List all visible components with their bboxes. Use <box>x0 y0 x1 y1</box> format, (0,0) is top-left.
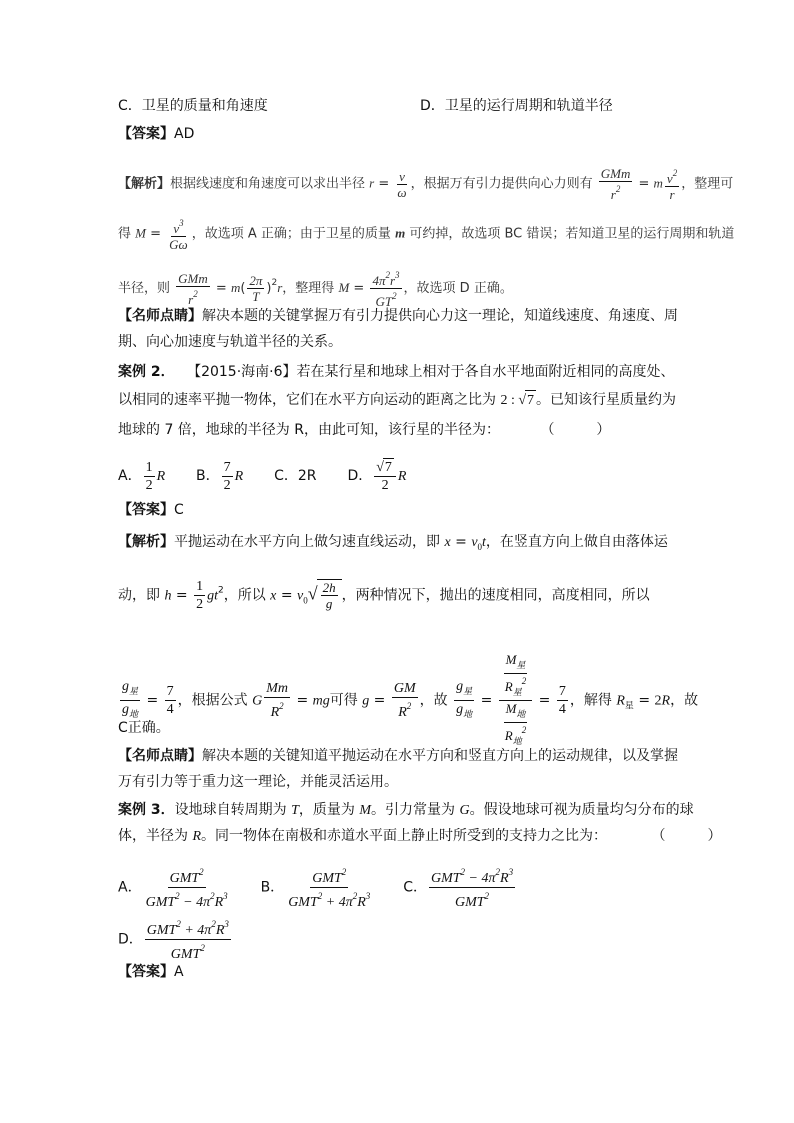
analysis-text: ，故 <box>670 692 699 709</box>
case-2-source: 【2015·海南·6】 <box>187 364 297 380</box>
case-3-label: 案例 3． <box>118 802 175 818</box>
case-2-stem: 地球的 7 倍，地球的半径为 R，由此可知，该行星的半径为： <box>118 422 500 438</box>
case-2-line-3 <box>118 420 610 440</box>
case-2-comment-2: 万有引力等于重力这一理论，并能灵活运用。 <box>118 774 398 790</box>
answer-row-3 <box>118 962 184 982</box>
sub-star: 星 <box>624 701 634 712</box>
analysis-text: 动，即 <box>118 587 160 604</box>
answer-row-2 <box>118 500 184 520</box>
case-3-stem: 设地球自转周期为 <box>174 802 287 818</box>
analysis-text: ，故选项 D 正确。 <box>403 281 513 296</box>
case-3-stem: 体，半径为 <box>118 828 188 844</box>
analysis-text: ，所以 <box>223 587 266 604</box>
case-2-options: A． $\frac{1}{2}$ R B． $\frac{7}{2}$ R C．2R D． $\frac{√7}{2}$ R <box>118 459 407 493</box>
answer-value: C <box>174 502 184 518</box>
sub-star: 星 <box>463 686 473 696</box>
case-3-stem: 。引力常量为 <box>371 802 455 818</box>
option-b-label: B． <box>260 879 285 896</box>
answer-label: 【答案】 <box>118 126 174 142</box>
case-2-label: 案例 2． <box>118 364 175 380</box>
analysis-line-1: 【解析】根据线速度和角速度可以求出半径 r = $\frac{v}{\omega}$ ，根据万有引力提供向心力则有 $\frac{\text{GMm}}{r^2}$ = m $\frac{v^2}{r}$ ，整理可 <box>118 166 734 202</box>
answer-bracket: （ ） <box>540 422 611 438</box>
case-2-line-2: 以相同的速率平抛一物体，它们在水平方向运动的距离之比为 2 : √7 。已知该行星质量约为 <box>118 390 676 411</box>
case-2-line-1 <box>118 362 675 382</box>
analysis-text: 根据线速度和角速度可以求出半径 <box>170 176 366 192</box>
answer-label: 【答案】 <box>118 964 174 980</box>
case-3-line-2: 体，半径为 R。同一物体在南极和赤道水平面上静止时所受到的支持力之比为： （ ） <box>118 828 722 844</box>
comment-label: 【名师点睛】 <box>118 308 202 324</box>
sub-earth: 地 <box>129 709 139 719</box>
option-a-label: A． <box>118 879 142 896</box>
answer-bracket: （ ） <box>651 828 722 844</box>
sub-star: 星 <box>512 687 522 697</box>
case-3-line-1: 案例 3．设地球自转周期为 T，质量为 M。引力常量为 G。假设地球可视为质量均匀分布的球 <box>118 802 694 818</box>
case-2-stem: 。已知该行星质量约为 <box>536 392 677 408</box>
sub-earth: 地 <box>512 736 522 746</box>
option-b-label: B． <box>196 468 220 484</box>
analysis-line-2: 得 M = $\frac{v^3}{G\omega}$ ，故选项 A 正确；由于卫星的质量 m 可约掉，故选项 BC 错误；若知道卫星的运行周期和轨道 <box>118 218 735 252</box>
sub-star: 星 <box>516 660 526 670</box>
case-2-stem: 以相同的速率平抛一物体，它们在水平方向运动的距离之比为 <box>118 392 496 408</box>
analysis-text: ，故 <box>419 692 448 709</box>
analysis-text: 可得 <box>329 692 358 709</box>
case-3-options-row-2: D． $\frac{GMT^2 + 4\pi^2R^3}{GMT^2}$ <box>118 916 233 963</box>
analysis-text: ，根据公式 <box>177 692 248 709</box>
answer-value: A <box>174 964 184 980</box>
case-2-analysis-1: 【解析】平抛运动在水平方向上做匀速直线运动，即 $x = v_0t$，在竖直方向上做自由落体运 <box>118 534 668 552</box>
case-2-analysis-2: 动，即 h = $\frac{1}{2}$ $gt^2$，所以 $x = v_0√$ $\frac{2h}{g}$ ，两种情况下，抛出的速度相同，高度相同，所以 <box>118 579 650 612</box>
case-3-stem: ，质量为 <box>298 802 355 818</box>
comment-line-1 <box>118 306 678 326</box>
answer-label: 【答案】 <box>118 502 174 518</box>
sub-earth: 地 <box>516 709 526 719</box>
option-c-label: C．2R <box>274 468 317 484</box>
option-d-label: D． <box>118 931 143 948</box>
analysis-text: 得 <box>118 226 132 242</box>
analysis-label: 【解析】 <box>118 176 171 192</box>
analysis-text: ，故选项 A 正确；由于卫星的质量 <box>191 226 391 242</box>
analysis-text: 平抛运动在水平方向上做匀速直线运动，即 <box>174 534 440 550</box>
sub-earth: 地 <box>463 709 473 719</box>
analysis-text: ，解得 <box>569 692 612 709</box>
option-c-label: C． <box>403 879 427 896</box>
analysis-label: 【解析】 <box>118 534 174 550</box>
answer-row <box>118 124 194 144</box>
case-2-stem: 若在某行星和地球上相对于各自水平地面附近相同的高度处、 <box>296 364 675 380</box>
case-3-stem: 。同一物体在南极和赤道水平面上静止时所受到的支持力之比为： <box>201 828 608 844</box>
analysis-text: 半径，则 <box>118 281 171 296</box>
comment-label: 【名师点睛】 <box>118 748 202 764</box>
case-2-comment-1 <box>118 746 678 766</box>
analysis-line-3: 半径，则 $\frac{\text{GMm}}{r^2}$ = m( $\frac{2\pi}{T}$ )$^2$r，整理得 M = $\frac{4\pi^2r^3}{GT^2}$ ，故选项 D 正确。 <box>118 270 513 309</box>
case-3-stem: 。假设地球可视为质量均匀分布的球 <box>469 802 694 818</box>
option-d: D．卫星的运行周期和轨道半径 <box>420 98 613 114</box>
analysis-text: ，整理可 <box>681 176 734 192</box>
case-3-options-row-1: A． $\frac{GMT^2}{GMT^2 - 4\pi^2R^3}$ B． $\frac{GMT^2}{GMT^2 + 4\pi^2R^3}$ C． $\frac{GMT^2 - 4\pi^2R^3}{GMT^2}$ <box>118 864 517 911</box>
case-2-analysis-3: $\frac{g_星}{g_地}$ = $\frac{7}{4}$ ，根据公式 G $\frac{Mm}{R^2}$ = mg可得 g = $\frac{GM}{R^2}$ ，故 $\frac{g_星}{g_地}$ = $\frac{\frac{M_星}{R_星^2}}{\frac{M_地}{R_地^2}}$ = $\frac{7}{4}$ ，解得 $R_星 = 2R$，故 <box>122 652 699 746</box>
option-a-label: A． <box>118 468 142 484</box>
comment-line-2: 期、向心加速度与轨道半径的关系。 <box>118 334 342 350</box>
analysis-text: ，整理得 <box>282 281 335 296</box>
comment-text: 解决本题的关键知道平抛运动在水平方向和竖直方向上的运动规律，以及掌握 <box>202 748 678 764</box>
analysis-text: ，两种情况下，抛出的速度相同，高度相同，所以 <box>341 587 650 604</box>
option-d-label: D． <box>347 468 373 484</box>
analysis-text: 可约掉，故选项 BC 错误；若知道卫星的运行周期和轨道 <box>409 226 735 242</box>
case-2-analysis-4: C正确。 <box>118 720 170 736</box>
analysis-text: ，根据万有引力提供向心力则有 <box>410 176 593 192</box>
option-c: C．卫星的质量和角速度 <box>118 98 268 114</box>
analysis-text: ，在竖直方向上做自由落体运 <box>485 534 668 550</box>
comment-text: 解决本题的关键掌握万有引力提供向心力这一理论，知道线速度、角速度、周 <box>202 308 678 324</box>
answer-value: AD <box>174 126 195 142</box>
sub-star: 星 <box>129 686 139 696</box>
